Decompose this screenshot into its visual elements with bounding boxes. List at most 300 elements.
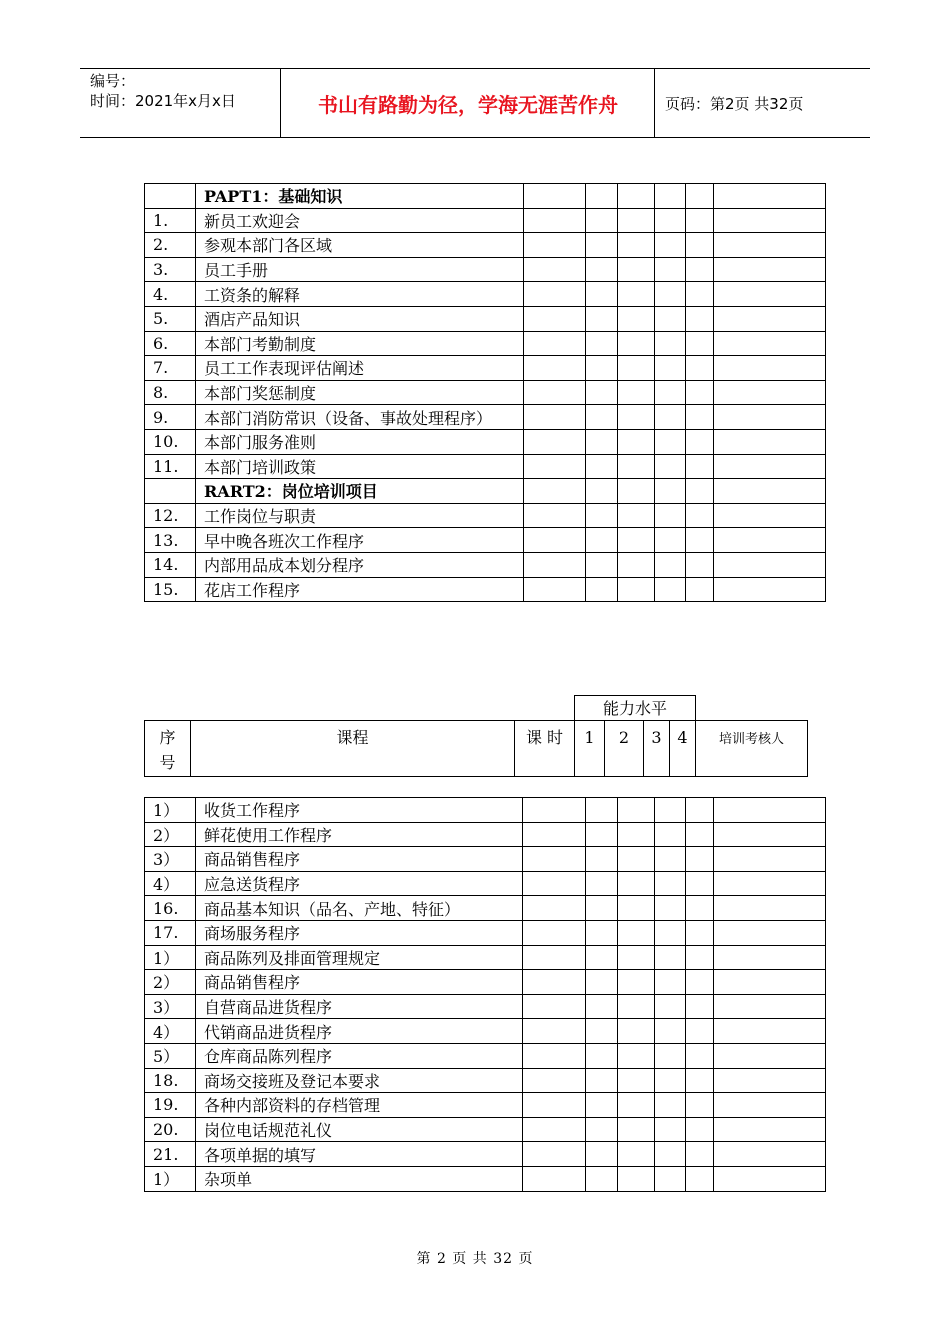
- table-row: [145, 208, 826, 233]
- level-1-cell: [586, 1068, 618, 1093]
- level-2-cell: [618, 306, 655, 331]
- table-row: [145, 798, 826, 823]
- level-4-cell: [686, 871, 714, 896]
- level-3-cell: [655, 994, 686, 1019]
- row-number: 3）: [145, 994, 196, 1019]
- level-2-cell: [618, 479, 655, 504]
- table-row: [145, 1068, 826, 1093]
- level-3-cell: [655, 920, 686, 945]
- course-name: 内部用品成本划分程序: [196, 552, 524, 577]
- course-header: 课程: [191, 721, 515, 777]
- level-3-cell: [655, 528, 686, 553]
- level-3-cell: [655, 184, 686, 209]
- level-1-cell: [586, 920, 618, 945]
- table-row: [145, 577, 826, 602]
- level-2-cell: [618, 920, 655, 945]
- course-name: 酒店产品知识: [196, 306, 524, 331]
- level-2-cell: [618, 552, 655, 577]
- level-1-cell: [586, 552, 618, 577]
- section-title: RART2：岗位培训项目: [196, 479, 524, 504]
- examiner-cell: [714, 1117, 826, 1142]
- examiner-cell: [714, 1142, 826, 1167]
- table-row: [145, 871, 826, 896]
- examiner-cell: [714, 552, 826, 577]
- table-row: [145, 1142, 826, 1167]
- level-1-cell: [586, 454, 618, 479]
- hours-cell: [524, 184, 586, 209]
- level-2-cell: [618, 1043, 655, 1068]
- examiner-cell: [714, 331, 826, 356]
- level-1-cell: [586, 208, 618, 233]
- level-4-cell: [686, 454, 714, 479]
- hours-cell: [524, 208, 586, 233]
- level-3-cell: [655, 1142, 686, 1167]
- level-2-cell: [618, 1166, 655, 1191]
- level-4-cell: [686, 233, 714, 258]
- level-4-cell: [686, 405, 714, 430]
- examiner-cell: [714, 528, 826, 553]
- course-name: 各项单据的填写: [196, 1142, 523, 1167]
- examiner-cell: [714, 356, 826, 381]
- table-row: [145, 429, 826, 454]
- level-2-cell: [618, 822, 655, 847]
- examiner-cell: [714, 970, 826, 995]
- row-number: 16.: [145, 896, 196, 921]
- hours-cell: [523, 1019, 586, 1044]
- table-row: [145, 920, 826, 945]
- examiner-cell: [714, 1019, 826, 1044]
- level-4-cell: [686, 970, 714, 995]
- level-4-cell: [686, 1117, 714, 1142]
- level-2-cell: [618, 233, 655, 258]
- table-row: [145, 1166, 826, 1191]
- level-2-cell: [618, 577, 655, 602]
- hours-cell: [523, 1142, 586, 1167]
- level-1-cell: [586, 528, 618, 553]
- course-name: 鲜花使用工作程序: [196, 822, 523, 847]
- level-4-cell: [686, 1068, 714, 1093]
- level-4-cell: [686, 282, 714, 307]
- hours-cell: [524, 331, 586, 356]
- table-row: [145, 282, 826, 307]
- level-4-cell: [686, 1142, 714, 1167]
- level-1-cell: [586, 970, 618, 995]
- examiner-cell: [714, 871, 826, 896]
- table-row: [145, 454, 826, 479]
- level-2-cell: [618, 208, 655, 233]
- level-3-cell: [655, 208, 686, 233]
- row-number: 2）: [145, 970, 196, 995]
- hours-cell: [524, 528, 586, 553]
- hours-cell: [524, 380, 586, 405]
- examiner-cell: [714, 896, 826, 921]
- level-4-cell: [686, 380, 714, 405]
- ability-level-header: 能力水平: [574, 695, 696, 721]
- row-number: 3.: [145, 257, 196, 282]
- level-4-cell: [686, 1093, 714, 1118]
- level-2-cell: [618, 331, 655, 356]
- level-2-cell: [618, 282, 655, 307]
- level-2-cell: [618, 405, 655, 430]
- level-2-cell: [618, 994, 655, 1019]
- level-3-header: 3: [644, 721, 670, 777]
- level-2-header: 2: [605, 721, 644, 777]
- row-number: 2）: [145, 822, 196, 847]
- table-row: [145, 970, 826, 995]
- course-name: 员工手册: [196, 257, 524, 282]
- table-row: [145, 331, 826, 356]
- hours-cell: [523, 1093, 586, 1118]
- examiner-cell: [714, 405, 826, 430]
- level-3-cell: [655, 1019, 686, 1044]
- course-name: 商场服务程序: [196, 920, 523, 945]
- level-3-cell: [655, 1117, 686, 1142]
- table-row: [145, 503, 826, 528]
- level-3-cell: [655, 970, 686, 995]
- examiner-cell: [714, 454, 826, 479]
- hours-cell: [523, 920, 586, 945]
- examiner-cell: [714, 822, 826, 847]
- hours-cell: [524, 479, 586, 504]
- course-name: 各种内部资料的存档管理: [196, 1093, 523, 1118]
- hours-cell: [524, 356, 586, 381]
- level-2-cell: [618, 454, 655, 479]
- table-row: [145, 847, 826, 872]
- level-3-cell: [655, 1093, 686, 1118]
- level-1-cell: [586, 429, 618, 454]
- level-2-cell: [618, 184, 655, 209]
- level-1-cell: [586, 1043, 618, 1068]
- level-4-cell: [686, 208, 714, 233]
- table-row: [145, 356, 826, 381]
- level-1-cell: [586, 577, 618, 602]
- row-number: 14.: [145, 552, 196, 577]
- table-row: [145, 552, 826, 577]
- level-3-cell: [655, 257, 686, 282]
- level-2-cell: [618, 970, 655, 995]
- level-1-cell: [586, 306, 618, 331]
- level-2-cell: [618, 429, 655, 454]
- examiner-cell: [714, 798, 826, 823]
- level-4-cell: [686, 503, 714, 528]
- level-2-cell: [618, 1068, 655, 1093]
- row-number: 12.: [145, 503, 196, 528]
- level-1-cell: [586, 994, 618, 1019]
- examiner-header: 培训考核人: [696, 721, 808, 777]
- row-number: 13.: [145, 528, 196, 553]
- level-4-cell: [686, 429, 714, 454]
- level-4-cell: [686, 479, 714, 504]
- examiner-cell: [714, 1043, 826, 1068]
- row-number: [145, 479, 196, 504]
- examiner-cell: [714, 503, 826, 528]
- level-3-cell: [655, 380, 686, 405]
- row-number: 10.: [145, 429, 196, 454]
- course-name: 本部门培训政策: [196, 454, 524, 479]
- page-footer: 第 2 页 共 32 页: [416, 1251, 534, 1267]
- row-number: 1）: [145, 798, 196, 823]
- level-3-cell: [655, 552, 686, 577]
- course-name: 工资条的解释: [196, 282, 524, 307]
- hours-cell: [523, 1043, 586, 1068]
- hours-cell: [524, 257, 586, 282]
- level-1-cell: [586, 871, 618, 896]
- motto: 书山有路勤为径，学海无涯苦作舟: [282, 69, 655, 137]
- examiner-cell: [714, 233, 826, 258]
- level-2-cell: [618, 798, 655, 823]
- hours-cell: [524, 454, 586, 479]
- level-1-cell: [586, 1166, 618, 1191]
- level-4-cell: [686, 798, 714, 823]
- table-row: [145, 405, 826, 430]
- level-3-cell: [655, 233, 686, 258]
- row-number: 11.: [145, 454, 196, 479]
- level-1-header: 1: [575, 721, 605, 777]
- level-3-cell: [655, 577, 686, 602]
- level-3-cell: [655, 479, 686, 504]
- level-4-cell: [686, 896, 714, 921]
- level-4-cell: [686, 1019, 714, 1044]
- level-4-cell: [686, 577, 714, 602]
- course-name: 本部门考勤制度: [196, 331, 524, 356]
- course-name: 自营商品进货程序: [196, 994, 523, 1019]
- examiner-cell: [714, 847, 826, 872]
- level-4-cell: [686, 945, 714, 970]
- row-number: 20.: [145, 1117, 196, 1142]
- level-3-cell: [655, 405, 686, 430]
- hours-cell: [524, 552, 586, 577]
- table-row: [145, 1043, 826, 1068]
- hours-cell: [523, 822, 586, 847]
- level-3-cell: [655, 306, 686, 331]
- level-3-cell: [655, 331, 686, 356]
- examiner-cell: [714, 282, 826, 307]
- level-2-cell: [618, 503, 655, 528]
- row-number: 3）: [145, 847, 196, 872]
- seq-header-line2: 号: [159, 753, 176, 772]
- level-3-cell: [655, 356, 686, 381]
- table-row: [145, 1019, 826, 1044]
- examiner-cell: [714, 920, 826, 945]
- level-3-cell: [655, 1166, 686, 1191]
- row-number: 6.: [145, 331, 196, 356]
- level-4-cell: [686, 331, 714, 356]
- examiner-cell: [714, 577, 826, 602]
- table-row: [145, 822, 826, 847]
- row-number: 9.: [145, 405, 196, 430]
- level-3-cell: [655, 847, 686, 872]
- row-number: 21.: [145, 1142, 196, 1167]
- course-name: 商品基本知识（品名、产地、特征）: [196, 896, 523, 921]
- level-2-cell: [618, 356, 655, 381]
- hours-cell: [523, 798, 586, 823]
- level-2-cell: [618, 1117, 655, 1142]
- course-name: 应急送货程序: [196, 871, 523, 896]
- hours-cell: [524, 429, 586, 454]
- row-number: 4）: [145, 1019, 196, 1044]
- level-4-cell: [686, 552, 714, 577]
- examiner-cell: [714, 208, 826, 233]
- table-row: [145, 945, 826, 970]
- time-label: 时间：2021年x月x日: [90, 92, 236, 110]
- level-4-header: 4: [670, 721, 696, 777]
- row-number: [145, 184, 196, 209]
- level-1-cell: [586, 356, 618, 381]
- hours-cell: [524, 405, 586, 430]
- row-number: 4.: [145, 282, 196, 307]
- level-2-cell: [618, 896, 655, 921]
- table-row: [145, 257, 826, 282]
- level-1-cell: [586, 1093, 618, 1118]
- examiner-cell: [714, 429, 826, 454]
- level-3-cell: [655, 454, 686, 479]
- hours-cell: [523, 970, 586, 995]
- row-number: 2.: [145, 233, 196, 258]
- training-table-part1: [144, 183, 826, 602]
- level-2-cell: [618, 257, 655, 282]
- level-3-cell: [655, 798, 686, 823]
- course-name: 商品销售程序: [196, 847, 523, 872]
- examiner-cell: [714, 1093, 826, 1118]
- level-1-cell: [586, 503, 618, 528]
- table-row: [145, 528, 826, 553]
- examiner-cell: [714, 994, 826, 1019]
- row-number: 5.: [145, 306, 196, 331]
- level-3-cell: [655, 871, 686, 896]
- level-2-cell: [618, 847, 655, 872]
- row-number: 1）: [145, 1166, 196, 1191]
- course-name: 花店工作程序: [196, 577, 524, 602]
- level-1-cell: [586, 1142, 618, 1167]
- examiner-cell: [714, 380, 826, 405]
- row-number: 15.: [145, 577, 196, 602]
- level-1-cell: [586, 331, 618, 356]
- course-name: 新员工欢迎会: [196, 208, 524, 233]
- level-4-cell: [686, 184, 714, 209]
- course-name: 本部门服务准则: [196, 429, 524, 454]
- examiner-cell: [714, 1166, 826, 1191]
- course-name: 商场交接班及登记本要求: [196, 1068, 523, 1093]
- level-2-cell: [618, 1142, 655, 1167]
- hours-cell: [523, 994, 586, 1019]
- examiner-cell: [714, 306, 826, 331]
- level-2-cell: [618, 1019, 655, 1044]
- row-number: 7.: [145, 356, 196, 381]
- course-name: 商品陈列及排面管理规定: [196, 945, 523, 970]
- level-3-cell: [655, 429, 686, 454]
- level-1-cell: [586, 1117, 618, 1142]
- number-label: 编号：: [90, 72, 136, 90]
- level-3-cell: [655, 945, 686, 970]
- row-number: 18.: [145, 1068, 196, 1093]
- level-1-cell: [586, 896, 618, 921]
- row-number: 8.: [145, 380, 196, 405]
- hours-cell: [524, 503, 586, 528]
- table-row: [145, 306, 826, 331]
- row-number: 4）: [145, 871, 196, 896]
- seq-header-line1: 序: [159, 728, 176, 747]
- level-4-cell: [686, 528, 714, 553]
- page-header: [80, 68, 870, 138]
- level-4-cell: [686, 1043, 714, 1068]
- level-1-cell: [586, 282, 618, 307]
- hours-cell: [523, 847, 586, 872]
- course-name: 商品销售程序: [196, 970, 523, 995]
- table-row: [145, 896, 826, 921]
- hours-cell: [524, 282, 586, 307]
- hours-cell: [524, 233, 586, 258]
- header-meta: [80, 69, 281, 137]
- training-table-part2-continued: [144, 797, 826, 1192]
- level-3-cell: [655, 1043, 686, 1068]
- examiner-cell: [714, 184, 826, 209]
- table-row: [145, 380, 826, 405]
- level-1-cell: [586, 405, 618, 430]
- row-number: 1.: [145, 208, 196, 233]
- section-title: PAPT1：基础知识: [196, 184, 524, 209]
- level-2-cell: [618, 1093, 655, 1118]
- course-name: 早中晚各班次工作程序: [196, 528, 524, 553]
- hours-cell: [523, 1166, 586, 1191]
- course-name: 代销商品进货程序: [196, 1019, 523, 1044]
- level-4-cell: [686, 994, 714, 1019]
- level-1-cell: [586, 847, 618, 872]
- course-name: 仓库商品陈列程序: [196, 1043, 523, 1068]
- level-1-cell: [586, 1019, 618, 1044]
- course-name: 员工工作表现评估阐述: [196, 356, 524, 381]
- level-2-cell: [618, 871, 655, 896]
- course-name: 本部门奖惩制度: [196, 380, 524, 405]
- level-2-cell: [618, 945, 655, 970]
- level-1-cell: [586, 798, 618, 823]
- examiner-cell: [714, 479, 826, 504]
- row-number: 5）: [145, 1043, 196, 1068]
- level-4-cell: [686, 257, 714, 282]
- course-name: 收货工作程序: [196, 798, 523, 823]
- level-1-cell: [586, 257, 618, 282]
- page-code: 页码：第2页 共32页: [665, 94, 804, 113]
- level-1-cell: [586, 945, 618, 970]
- level-1-cell: [586, 380, 618, 405]
- hours-cell: [523, 1117, 586, 1142]
- level-4-cell: [686, 1166, 714, 1191]
- hours-cell: [523, 871, 586, 896]
- course-name: 工作岗位与职责: [196, 503, 524, 528]
- course-name: 杂项单: [196, 1166, 523, 1191]
- level-4-cell: [686, 306, 714, 331]
- table-row: [145, 994, 826, 1019]
- hours-cell: [524, 306, 586, 331]
- section-title-row: [145, 184, 826, 209]
- level-4-cell: [686, 847, 714, 872]
- hours-cell: [523, 945, 586, 970]
- table-row: [145, 233, 826, 258]
- row-number: 1）: [145, 945, 196, 970]
- level-3-cell: [655, 822, 686, 847]
- examiner-cell: [714, 257, 826, 282]
- table-row: [145, 1117, 826, 1142]
- course-name: 参观本部门各区域: [196, 233, 524, 258]
- table-row: [145, 1093, 826, 1118]
- hours-cell: [523, 896, 586, 921]
- section-title-row: [145, 479, 826, 504]
- level-4-cell: [686, 822, 714, 847]
- level-3-cell: [655, 503, 686, 528]
- examiner-cell: [714, 1068, 826, 1093]
- seq-header: [145, 721, 191, 777]
- hours-cell: [524, 577, 586, 602]
- column-header-table: [144, 720, 808, 777]
